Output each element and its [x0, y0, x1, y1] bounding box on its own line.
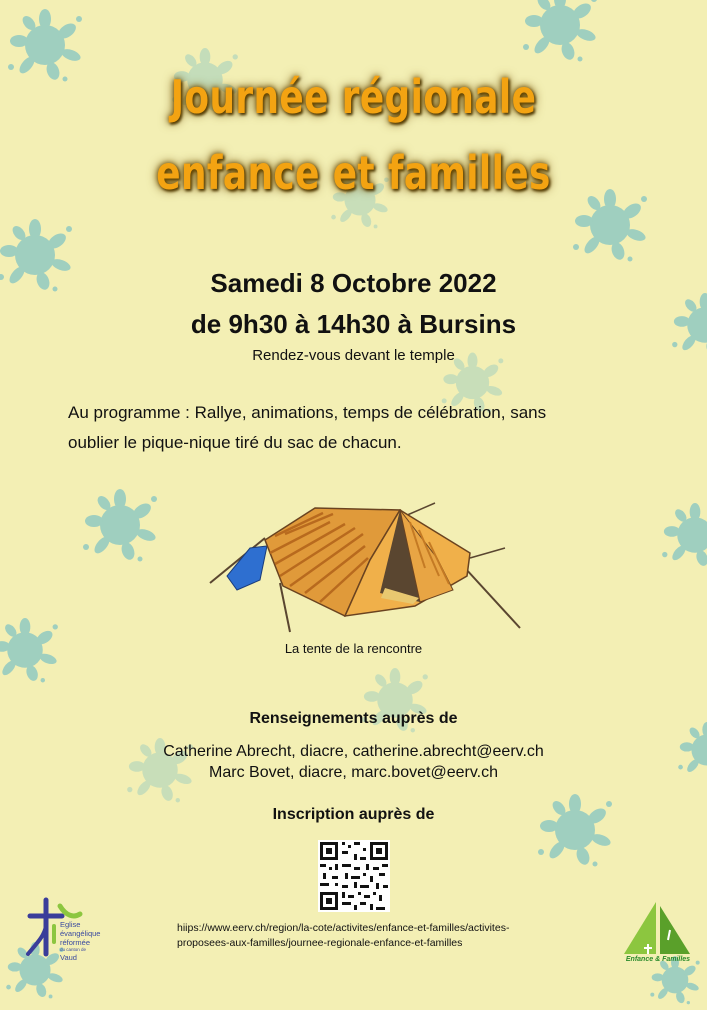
- meeting-point: Rendez-vous devant le temple: [252, 347, 455, 364]
- poster-title-line2: enfance et familles: [156, 146, 551, 200]
- info-heading: Renseignements auprès de: [249, 710, 458, 727]
- logo-text-line: évangélique: [60, 929, 101, 938]
- registration-url[interactable]: [177, 921, 607, 951]
- event-time-place: de 9h30 à 14h30 à Bursins: [190, 309, 517, 339]
- splat-decoration: [515, 0, 605, 70]
- program-line: oublier le pique-nique tiré du sac de chacun.: [68, 433, 402, 452]
- url-line: hiips://www.eerv.ch/region/la-cote/activites/enfance-et-familles/activites-: [177, 922, 510, 934]
- registration-heading: Inscription auprès de: [272, 806, 435, 823]
- logo-text-line: Vaud: [60, 953, 77, 962]
- splat-decoration: [355, 660, 435, 740]
- program-line: Au programme : Rallye, animations, temps de célébration, sans: [68, 403, 547, 422]
- logo-text-line: du canton de: [60, 947, 87, 952]
- logo-label: Enfance & Familles: [625, 956, 691, 963]
- image-caption: La tente de la rencontre: [284, 641, 423, 656]
- contact-marc[interactable]: Marc Bovet, diacre, marc.bovet@eerv.ch: [209, 764, 498, 781]
- eerv-logo-text: [60, 920, 100, 962]
- poster-title-line1: Journée régionale: [170, 70, 537, 124]
- program-text: [68, 398, 648, 458]
- splat-decoration: [0, 0, 90, 90]
- splat-decoration: [530, 785, 620, 875]
- url-line: proposees-aux-familles/journee-regionale-enfance-et-familles: [177, 937, 463, 949]
- enfance-familles-logo: [618, 900, 698, 965]
- qr-code[interactable]: [318, 840, 390, 912]
- eerv-logo: [24, 896, 101, 965]
- event-date: Samedi 8 Octobre 2022: [210, 268, 497, 298]
- sail-icon: [618, 900, 698, 960]
- tent-illustration: [205, 498, 525, 638]
- logo-text-line: Eglise: [60, 920, 81, 929]
- logo-text-line: réformée: [60, 938, 91, 947]
- splat-decoration: [655, 495, 707, 575]
- contact-catherine[interactable]: Catherine Abrecht, diacre, catherine.abrecht@eerv.ch: [163, 743, 544, 760]
- splat-decoration: [75, 480, 165, 570]
